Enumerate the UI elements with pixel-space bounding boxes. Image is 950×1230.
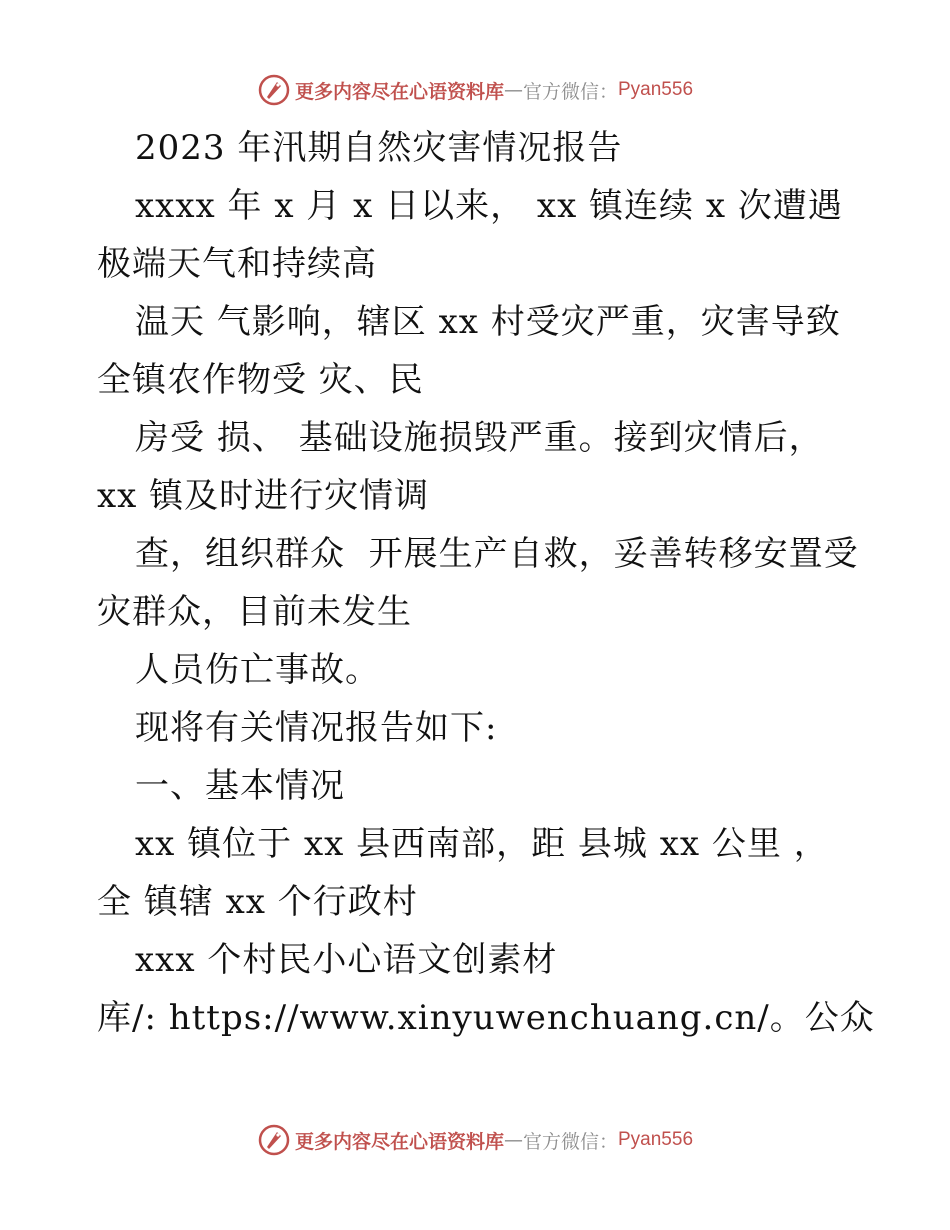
paragraph-line: xxxx 年 x 月 x 日以来， xx 镇连续 x 次遭遇 (135, 186, 843, 226)
paragraph-line: 全镇农作物受 灾、民 (97, 360, 424, 400)
watermark-brand-text: 更多内容尽在心语资料库 (294, 80, 504, 103)
watermark-wechat-id: Pyan556 (618, 79, 694, 100)
pen-nib-logo-icon (257, 73, 291, 107)
watermark-separator: — (503, 79, 523, 101)
footer-watermark (0, 1120, 950, 1160)
paragraph-line: 房受 损、 基础设施损毁严重。接到灾情后， (135, 418, 824, 458)
paragraph-line: 人员伤亡事故。 (135, 650, 380, 690)
header-watermark (0, 70, 950, 110)
paragraph-line: 极端天气和持续高 (97, 244, 377, 284)
paragraph-line: 库/: https://www.xinyuwenchuang.cn/。公众 (97, 998, 875, 1038)
paragraph-line: xxx 个村民小心语文创素材 (135, 940, 558, 980)
watermark-brand-text: 更多内容尽在心语资料库 (294, 1130, 504, 1153)
watermark-official-label: 官方微信： (522, 80, 618, 103)
watermark-separator: — (503, 1129, 523, 1151)
watermark-wechat-id: Pyan556 (618, 1129, 694, 1150)
section-heading: 一、基本情况 (135, 766, 345, 806)
paragraph-line: 灾群众，目前未发生 (97, 592, 412, 632)
paragraph-line: 查，组织群众 开展生产自救，妥善转移安置受 (135, 534, 859, 574)
pen-nib-logo-icon (257, 1123, 291, 1157)
paragraph-line: xx 镇及时进行灾情调 (97, 476, 430, 516)
paragraph-line: 现将有关情况报告如下: (135, 708, 498, 748)
paragraph-line: xx 镇位于 xx 县西南部，距 县城 xx 公里 ， (135, 824, 829, 864)
document-title: 2023 年汛期自然灾害情况报告 (135, 128, 623, 168)
paragraph-line: 温天 气影响，辖区 xx 村受灾严重，灾害导致 (135, 302, 841, 342)
paragraph-line: 全 镇辖 xx 个行政村 (97, 882, 418, 922)
watermark-official-label: 官方微信： (522, 1130, 618, 1153)
